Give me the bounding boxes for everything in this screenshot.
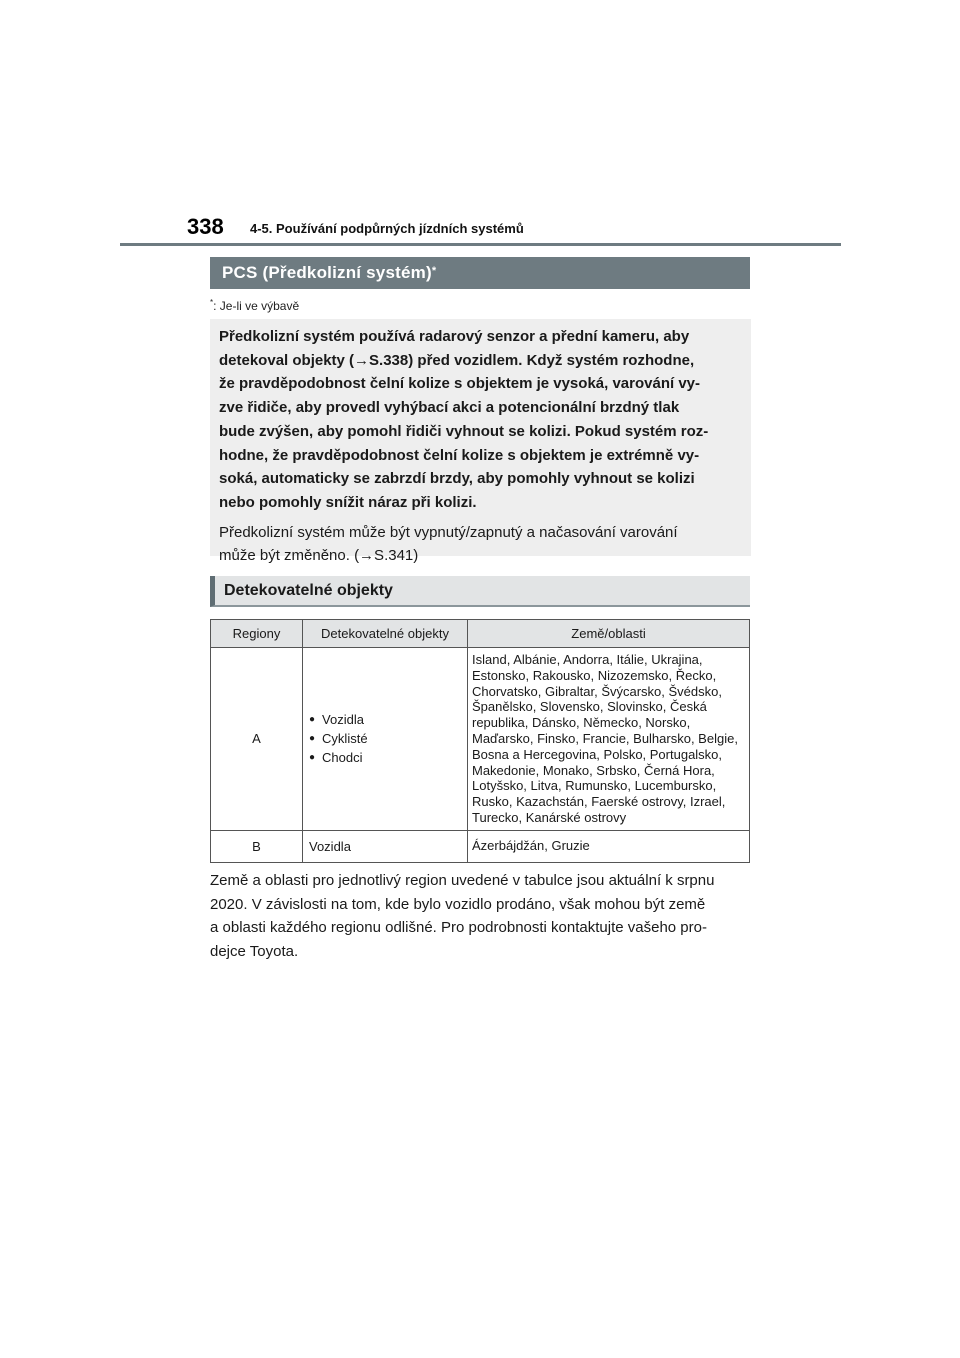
country-line: Bosna a Hercegovina, Polsko, Portugalsko,: [472, 746, 723, 762]
column-header-countries: Země/oblasti: [468, 620, 750, 648]
intro-line: zve řidiče, aby provedl vyhýbací akci a potencionální brzdný tlak: [219, 399, 680, 417]
page-number: 338: [187, 214, 224, 239]
country-line: Španělsko, Slovensko, Slovinsko, Česká: [472, 699, 707, 715]
running-head: 4-5. Používání podpůrných jízdních systémů: [250, 221, 524, 236]
closing-line: Země a oblasti pro jednotlivý region uvedené v tabulce jsou aktuální k srpnu: [210, 872, 715, 889]
list-item: [309, 710, 461, 729]
list-item: [309, 729, 461, 748]
detectable-objects-table: [210, 619, 750, 863]
footnote-mark: *: [210, 298, 214, 307]
intro-line: Předkolizní systém může být vypnutý/zapnutý a načasování varování: [219, 523, 678, 541]
intro-line: že pravděpodobnost čelní kolize s objektem je vysoká, varování vy-: [219, 375, 701, 393]
country-line: Chorvatsko, Gibraltar, Švýcarsko, Švédsko,: [472, 683, 722, 699]
detectable-objects-heading-text: Detekovatelné objekty: [224, 581, 393, 599]
country-line: Turecko, Kanárské ostrovy: [472, 809, 627, 825]
bullet-icon: ●: [309, 752, 316, 764]
table-row: [211, 830, 750, 862]
column-header-objects: Detekovatelné objekty: [303, 620, 468, 648]
intro-line: může být změněno. (→S.341): [219, 547, 419, 565]
intro-line: detekoval objekty (→S.338) před vozidlem. Když systém rozhodne,: [219, 351, 695, 369]
country-line: Lotyšsko, Litva, Rumunsko, Lucembursko,: [472, 778, 717, 794]
country-line: Makedonie, Monako, Srbsko, Černá Hora,: [472, 762, 715, 778]
bullet-icon: ●: [309, 714, 316, 726]
countries-cell: Ázerbájdžán, Gruzie: [468, 830, 750, 862]
object-label: Chodci: [322, 750, 363, 766]
closing-line: dejce Toyota.: [210, 942, 299, 960]
list-item: [309, 748, 461, 767]
intro-line: hodne, že pravděpodobnost čelní kolize s objektem je extrémně vy-: [219, 446, 700, 464]
footnote: [210, 298, 299, 313]
section-title-banner: [210, 257, 750, 289]
country-line: Maďarsko, Finsko, Francie, Bulharsko, Belgie,: [472, 730, 738, 746]
footnote-text: : Je-li ve výbavě: [213, 299, 300, 313]
country-line: Island, Albánie, Andorra, Itálie, Ukrajina,: [472, 652, 703, 667]
header-rule: [120, 243, 841, 246]
object-label: Cyklisté: [322, 731, 368, 747]
country-line: Rusko, Kazachstán, Faerské ostrovy, Izrael,: [472, 794, 726, 810]
country-line: republika, Dánsko, Německo, Norsko,: [472, 715, 691, 731]
bullet-icon: ●: [309, 733, 316, 745]
table-header-row: [211, 620, 750, 648]
countries-cell: [468, 648, 750, 831]
section-title-mark: *: [431, 265, 437, 277]
closing-paragraph: [210, 869, 751, 963]
intro-normal-paragraph: [219, 521, 743, 568]
object-label: Vozidla: [322, 712, 364, 728]
column-header-regions: Regiony: [211, 620, 303, 648]
region-cell: B: [211, 830, 303, 862]
intro-box: [210, 319, 751, 565]
table-row: [211, 648, 750, 831]
intro-line: Předkolizní systém používá radarový senzor a přední kameru, aby: [219, 328, 690, 345]
intro-line: nebo pomohly snížit náraz při kolizi.: [219, 493, 477, 511]
objects-cell: Vozidla: [303, 830, 468, 862]
intro-line: soká, automaticky se zabrzdí brzdy, aby pomohly vyhnout se kolizi: [219, 470, 695, 488]
country-line: Estonsko, Rakousko, Nizozemsko, Řecko,: [472, 667, 717, 683]
section-title: PCS (Předkolizní systém): [222, 263, 432, 282]
detectable-objects-heading: [210, 576, 750, 607]
objects-cell: [303, 648, 468, 831]
objects-list: [309, 710, 461, 767]
closing-line: a oblasti každého regionu odlišné. Pro podrobnosti kontaktujte vašeho pro-: [210, 919, 707, 936]
region-cell: A: [211, 648, 303, 831]
closing-line: 2020. V závislosti na tom, kde bylo vozidlo prodáno, však mohou být země: [210, 895, 706, 913]
intro-bold-paragraph: [219, 325, 743, 515]
intro-line: bude zvýšen, aby pomohl řidiči vyhnout se kolizi. Pokud systém roz-: [219, 422, 709, 440]
